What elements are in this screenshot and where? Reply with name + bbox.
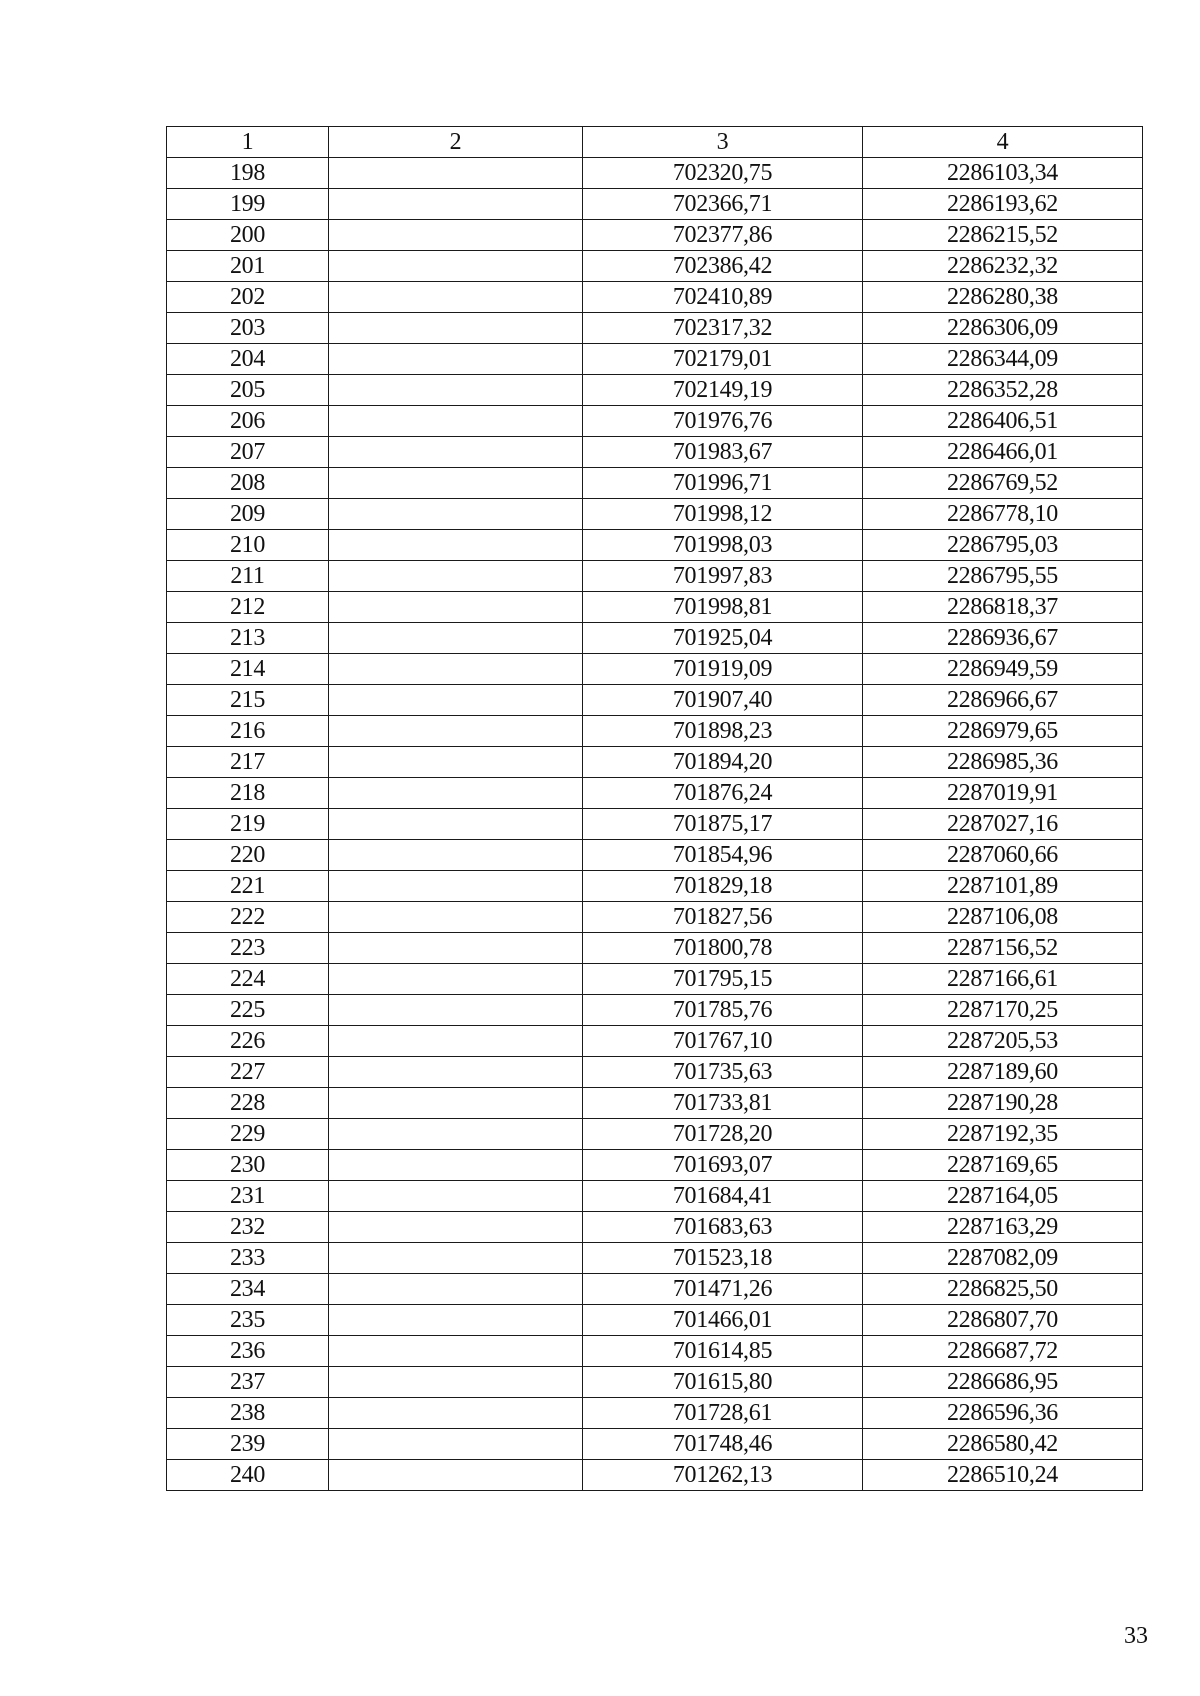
point-number-cell: 199 — [167, 189, 329, 220]
description-cell — [329, 313, 583, 344]
x-coordinate-cell: 701785,76 — [583, 995, 863, 1026]
y-coordinate-cell: 2286103,34 — [863, 158, 1143, 189]
x-coordinate-cell: 701827,56 — [583, 902, 863, 933]
point-number-cell: 237 — [167, 1367, 329, 1398]
y-coordinate-cell: 2286818,37 — [863, 592, 1143, 623]
description-cell — [329, 1460, 583, 1491]
x-coordinate-cell: 702410,89 — [583, 282, 863, 313]
y-coordinate-cell: 2286232,32 — [863, 251, 1143, 282]
y-coordinate-cell: 2287156,52 — [863, 933, 1143, 964]
y-coordinate-cell: 2286193,62 — [863, 189, 1143, 220]
x-coordinate-cell: 702377,86 — [583, 220, 863, 251]
description-cell — [329, 995, 583, 1026]
point-number-cell: 227 — [167, 1057, 329, 1088]
description-cell — [329, 1026, 583, 1057]
y-coordinate-cell: 2286306,09 — [863, 313, 1143, 344]
point-number-cell: 234 — [167, 1274, 329, 1305]
x-coordinate-cell: 701615,80 — [583, 1367, 863, 1398]
description-cell — [329, 406, 583, 437]
y-coordinate-cell: 2287166,61 — [863, 964, 1143, 995]
y-coordinate-cell: 2286406,51 — [863, 406, 1143, 437]
table-row — [167, 1398, 1143, 1429]
y-coordinate-cell: 2287169,65 — [863, 1150, 1143, 1181]
point-number-cell: 239 — [167, 1429, 329, 1460]
y-coordinate-cell: 2287019,91 — [863, 778, 1143, 809]
description-cell — [329, 468, 583, 499]
x-coordinate-cell: 701998,81 — [583, 592, 863, 623]
point-number-cell: 208 — [167, 468, 329, 499]
point-number-cell: 230 — [167, 1150, 329, 1181]
description-cell — [329, 809, 583, 840]
y-coordinate-cell: 2286795,55 — [863, 561, 1143, 592]
table-row — [167, 1181, 1143, 1212]
header-col-2: 2 — [329, 127, 583, 158]
point-number-cell: 229 — [167, 1119, 329, 1150]
x-coordinate-cell: 701925,04 — [583, 623, 863, 654]
table-row — [167, 933, 1143, 964]
table-row — [167, 1429, 1143, 1460]
table-row — [167, 840, 1143, 871]
table-row — [167, 468, 1143, 499]
point-number-cell: 220 — [167, 840, 329, 871]
description-cell — [329, 561, 583, 592]
x-coordinate-cell: 701876,24 — [583, 778, 863, 809]
description-cell — [329, 1088, 583, 1119]
point-number-cell: 213 — [167, 623, 329, 654]
x-coordinate-cell: 701523,18 — [583, 1243, 863, 1274]
point-number-cell: 198 — [167, 158, 329, 189]
x-coordinate-cell: 701471,26 — [583, 1274, 863, 1305]
x-coordinate-cell: 701919,09 — [583, 654, 863, 685]
table-row — [167, 251, 1143, 282]
point-number-cell: 222 — [167, 902, 329, 933]
y-coordinate-cell: 2286466,01 — [863, 437, 1143, 468]
point-number-cell: 218 — [167, 778, 329, 809]
point-number-cell: 207 — [167, 437, 329, 468]
y-coordinate-cell: 2287190,28 — [863, 1088, 1143, 1119]
table-row — [167, 592, 1143, 623]
table-row — [167, 437, 1143, 468]
point-number-cell: 219 — [167, 809, 329, 840]
table-row — [167, 1212, 1143, 1243]
y-coordinate-cell: 2287106,08 — [863, 902, 1143, 933]
y-coordinate-cell: 2287163,29 — [863, 1212, 1143, 1243]
point-number-cell: 235 — [167, 1305, 329, 1336]
description-cell — [329, 716, 583, 747]
point-number-cell: 217 — [167, 747, 329, 778]
description-cell — [329, 1367, 583, 1398]
point-number-cell: 232 — [167, 1212, 329, 1243]
point-number-cell: 221 — [167, 871, 329, 902]
table-row — [167, 654, 1143, 685]
table-row — [167, 778, 1143, 809]
y-coordinate-cell: 2286352,28 — [863, 375, 1143, 406]
x-coordinate-cell: 701894,20 — [583, 747, 863, 778]
description-cell — [329, 1305, 583, 1336]
description-cell — [329, 1243, 583, 1274]
y-coordinate-cell: 2286949,59 — [863, 654, 1143, 685]
table-row — [167, 1243, 1143, 1274]
table-row — [167, 1026, 1143, 1057]
table-row — [167, 809, 1143, 840]
description-cell — [329, 685, 583, 716]
point-number-cell: 200 — [167, 220, 329, 251]
description-cell — [329, 282, 583, 313]
point-number-cell: 211 — [167, 561, 329, 592]
description-cell — [329, 1212, 583, 1243]
x-coordinate-cell: 701907,40 — [583, 685, 863, 716]
description-cell — [329, 1398, 583, 1429]
description-cell — [329, 158, 583, 189]
x-coordinate-cell: 701684,41 — [583, 1181, 863, 1212]
table-row — [167, 964, 1143, 995]
x-coordinate-cell: 701748,46 — [583, 1429, 863, 1460]
description-cell — [329, 499, 583, 530]
x-coordinate-cell: 702386,42 — [583, 251, 863, 282]
point-number-cell: 231 — [167, 1181, 329, 1212]
point-number-cell: 209 — [167, 499, 329, 530]
table-row — [167, 1336, 1143, 1367]
table-row — [167, 158, 1143, 189]
header-col-1: 1 — [167, 127, 329, 158]
y-coordinate-cell: 2287082,09 — [863, 1243, 1143, 1274]
description-cell — [329, 530, 583, 561]
point-number-cell: 233 — [167, 1243, 329, 1274]
x-coordinate-cell: 701728,20 — [583, 1119, 863, 1150]
description-cell — [329, 623, 583, 654]
x-coordinate-cell: 701733,81 — [583, 1088, 863, 1119]
y-coordinate-cell: 2287189,60 — [863, 1057, 1143, 1088]
description-cell — [329, 747, 583, 778]
x-coordinate-cell: 701800,78 — [583, 933, 863, 964]
table-body — [167, 158, 1143, 1491]
table-row — [167, 1088, 1143, 1119]
table-row — [167, 623, 1143, 654]
point-number-cell: 225 — [167, 995, 329, 1026]
table-row — [167, 1305, 1143, 1336]
x-coordinate-cell: 702366,71 — [583, 189, 863, 220]
x-coordinate-cell: 701614,85 — [583, 1336, 863, 1367]
point-number-cell: 240 — [167, 1460, 329, 1491]
y-coordinate-cell: 2286985,36 — [863, 747, 1143, 778]
table-row — [167, 1150, 1143, 1181]
table-row — [167, 344, 1143, 375]
table-row — [167, 499, 1143, 530]
y-coordinate-cell: 2286280,38 — [863, 282, 1143, 313]
table-row — [167, 685, 1143, 716]
table-row — [167, 1119, 1143, 1150]
x-coordinate-cell: 701996,71 — [583, 468, 863, 499]
y-coordinate-cell: 2286769,52 — [863, 468, 1143, 499]
x-coordinate-cell: 702320,75 — [583, 158, 863, 189]
header-col-3: 3 — [583, 127, 863, 158]
description-cell — [329, 375, 583, 406]
y-coordinate-cell: 2287164,05 — [863, 1181, 1143, 1212]
point-number-cell: 201 — [167, 251, 329, 282]
y-coordinate-cell: 2286795,03 — [863, 530, 1143, 561]
description-cell — [329, 1119, 583, 1150]
description-cell — [329, 778, 583, 809]
x-coordinate-cell: 701693,07 — [583, 1150, 863, 1181]
table-row — [167, 902, 1143, 933]
description-cell — [329, 1336, 583, 1367]
description-cell — [329, 437, 583, 468]
header-col-4: 4 — [863, 127, 1143, 158]
description-cell — [329, 251, 583, 282]
coordinates-table — [166, 126, 1143, 1491]
table-row — [167, 871, 1143, 902]
description-cell — [329, 1150, 583, 1181]
point-number-cell: 202 — [167, 282, 329, 313]
description-cell — [329, 902, 583, 933]
point-number-cell: 204 — [167, 344, 329, 375]
y-coordinate-cell: 2286580,42 — [863, 1429, 1143, 1460]
table-row — [167, 716, 1143, 747]
description-cell — [329, 1429, 583, 1460]
y-coordinate-cell: 2287205,53 — [863, 1026, 1143, 1057]
point-number-cell: 212 — [167, 592, 329, 623]
x-coordinate-cell: 701262,13 — [583, 1460, 863, 1491]
point-number-cell: 238 — [167, 1398, 329, 1429]
x-coordinate-cell: 701683,63 — [583, 1212, 863, 1243]
table-row — [167, 561, 1143, 592]
point-number-cell: 206 — [167, 406, 329, 437]
table-row — [167, 995, 1143, 1026]
x-coordinate-cell: 701998,12 — [583, 499, 863, 530]
y-coordinate-cell: 2286686,95 — [863, 1367, 1143, 1398]
y-coordinate-cell: 2287101,89 — [863, 871, 1143, 902]
y-coordinate-cell: 2286807,70 — [863, 1305, 1143, 1336]
point-number-cell: 210 — [167, 530, 329, 561]
description-cell — [329, 344, 583, 375]
y-coordinate-cell: 2286778,10 — [863, 499, 1143, 530]
x-coordinate-cell: 701466,01 — [583, 1305, 863, 1336]
x-coordinate-cell: 701829,18 — [583, 871, 863, 902]
point-number-cell: 214 — [167, 654, 329, 685]
description-cell — [329, 1181, 583, 1212]
y-coordinate-cell: 2287027,16 — [863, 809, 1143, 840]
table-row — [167, 220, 1143, 251]
y-coordinate-cell: 2287060,66 — [863, 840, 1143, 871]
y-coordinate-cell: 2287192,35 — [863, 1119, 1143, 1150]
table-row — [167, 1460, 1143, 1491]
table-row — [167, 747, 1143, 778]
description-cell — [329, 592, 583, 623]
table-row — [167, 282, 1143, 313]
x-coordinate-cell: 701767,10 — [583, 1026, 863, 1057]
table-row — [167, 1057, 1143, 1088]
description-cell — [329, 1274, 583, 1305]
x-coordinate-cell: 701997,83 — [583, 561, 863, 592]
y-coordinate-cell: 2286966,67 — [863, 685, 1143, 716]
y-coordinate-cell: 2286825,50 — [863, 1274, 1143, 1305]
description-cell — [329, 1057, 583, 1088]
description-cell — [329, 964, 583, 995]
x-coordinate-cell: 701795,15 — [583, 964, 863, 995]
y-coordinate-cell: 2286510,24 — [863, 1460, 1143, 1491]
point-number-cell: 205 — [167, 375, 329, 406]
x-coordinate-cell: 701998,03 — [583, 530, 863, 561]
page-number: 33 — [1124, 1623, 1148, 1649]
description-cell — [329, 840, 583, 871]
y-coordinate-cell: 2286215,52 — [863, 220, 1143, 251]
table-row — [167, 406, 1143, 437]
description-cell — [329, 933, 583, 964]
description-cell — [329, 189, 583, 220]
y-coordinate-cell: 2286936,67 — [863, 623, 1143, 654]
table-row — [167, 375, 1143, 406]
y-coordinate-cell: 2286344,09 — [863, 344, 1143, 375]
y-coordinate-cell: 2286596,36 — [863, 1398, 1143, 1429]
x-coordinate-cell: 702179,01 — [583, 344, 863, 375]
y-coordinate-cell: 2286979,65 — [863, 716, 1143, 747]
x-coordinate-cell: 701875,17 — [583, 809, 863, 840]
point-number-cell: 215 — [167, 685, 329, 716]
description-cell — [329, 220, 583, 251]
table-row — [167, 189, 1143, 220]
point-number-cell: 224 — [167, 964, 329, 995]
x-coordinate-cell: 701976,76 — [583, 406, 863, 437]
description-cell — [329, 654, 583, 685]
point-number-cell: 236 — [167, 1336, 329, 1367]
x-coordinate-cell: 701983,67 — [583, 437, 863, 468]
y-coordinate-cell: 2286687,72 — [863, 1336, 1143, 1367]
point-number-cell: 226 — [167, 1026, 329, 1057]
x-coordinate-cell: 701898,23 — [583, 716, 863, 747]
point-number-cell: 216 — [167, 716, 329, 747]
x-coordinate-cell: 702317,32 — [583, 313, 863, 344]
table-row — [167, 1367, 1143, 1398]
point-number-cell: 228 — [167, 1088, 329, 1119]
description-cell — [329, 871, 583, 902]
x-coordinate-cell: 701735,63 — [583, 1057, 863, 1088]
x-coordinate-cell: 701728,61 — [583, 1398, 863, 1429]
table-header-row — [167, 127, 1143, 158]
table-row — [167, 530, 1143, 561]
point-number-cell: 223 — [167, 933, 329, 964]
x-coordinate-cell: 701854,96 — [583, 840, 863, 871]
table-row — [167, 313, 1143, 344]
x-coordinate-cell: 702149,19 — [583, 375, 863, 406]
y-coordinate-cell: 2287170,25 — [863, 995, 1143, 1026]
point-number-cell: 203 — [167, 313, 329, 344]
table-row — [167, 1274, 1143, 1305]
